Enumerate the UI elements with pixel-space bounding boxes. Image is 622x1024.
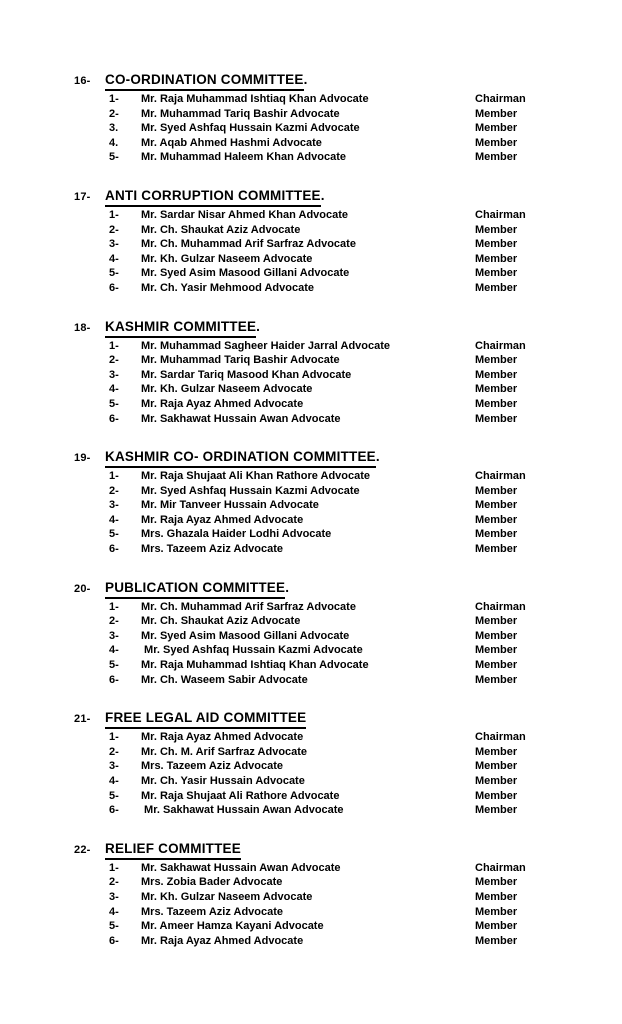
section-title: PUBLICATION COMMITTEE [105, 579, 285, 599]
member-role: Member [475, 151, 518, 164]
member-role: Chairman [475, 861, 526, 874]
section-title-suffix: . [303, 72, 308, 87]
member-role: Member [475, 281, 518, 294]
member-role: Member [475, 122, 518, 135]
member-name: Mr. Muhammad Haleem Khan Advocate [141, 151, 346, 164]
committee-section [74, 840, 612, 949]
committee-title-row [74, 71, 612, 91]
member-name: Mr. Kh. Gulzar Naseem Advocate [141, 252, 313, 265]
member-number: 4- [109, 383, 119, 396]
section-title: CO-ORDINATION COMMITTEE [105, 71, 304, 91]
member-row [109, 934, 612, 949]
member-name: Mr. Raja Ayaz Ahmed Advocate [141, 513, 304, 526]
member-row [109, 469, 612, 484]
member-number: 1- [109, 731, 119, 744]
member-role: Member [475, 223, 518, 236]
member-number: 4- [109, 252, 119, 265]
member-name: Mr. Sakhawat Hussain Awan Advocate [141, 412, 341, 425]
member-number: 2- [109, 745, 119, 758]
member-number: 4- [109, 513, 119, 526]
member-role: Chairman [475, 731, 526, 744]
member-list [109, 600, 612, 688]
section-number: 19- [74, 452, 91, 465]
member-row [109, 339, 612, 354]
member-list [109, 861, 612, 949]
member-name: Mrs. Tazeem Aziz Advocate [141, 905, 284, 918]
section-number: 22- [74, 843, 91, 856]
member-row [109, 92, 612, 107]
member-name: Mr. Raja Muhammad Ishtiaq Khan Advocate [141, 93, 369, 105]
member-number: 3. [109, 122, 119, 135]
member-role: Member [475, 267, 518, 280]
member-name: Mr. Muhammad Tariq Bashir Advocate [141, 107, 340, 120]
member-role: Member [475, 920, 518, 933]
member-role: Chairman [475, 339, 526, 352]
member-list [109, 730, 612, 818]
committee-section [74, 448, 612, 557]
member-name: Mr. Syed Asim Masood Gillani Advocate [141, 629, 350, 642]
member-row [109, 629, 612, 644]
member-row [109, 803, 612, 818]
member-row [109, 107, 612, 122]
member-list [109, 92, 612, 165]
committee-list [74, 71, 612, 970]
member-number: 5- [109, 151, 119, 164]
member-number: 6- [109, 804, 119, 817]
member-number: 2- [109, 107, 119, 120]
member-role: Member [475, 775, 518, 787]
member-name: Mrs. Tazeem Aziz Advocate [141, 760, 284, 773]
member-role: Member [475, 238, 518, 251]
committee-title-row [74, 187, 612, 207]
member-row [109, 368, 612, 383]
member-row [109, 281, 612, 296]
member-number: 5- [109, 659, 119, 672]
member-name: Mrs. Tazeem Aziz Advocate [141, 543, 284, 556]
member-row [109, 266, 612, 281]
member-row [109, 673, 612, 688]
member-number: 6- [109, 543, 119, 556]
member-number: 5- [109, 397, 119, 410]
member-row [109, 136, 612, 151]
member-number: 3- [109, 238, 119, 251]
member-name: Mr. Muhammad Tariq Bashir Advocate [141, 354, 340, 367]
member-number: 1- [109, 208, 119, 221]
member-name: Mr. Ch. Shaukat Aziz Advocate [141, 615, 301, 628]
member-row [109, 745, 612, 760]
member-row [109, 919, 612, 934]
member-name: Mr. Sardar Nisar Ahmed Khan Advocate [141, 208, 349, 221]
member-number: 6- [109, 673, 119, 686]
member-role: Member [475, 513, 518, 526]
member-number: 1- [109, 339, 119, 352]
member-row [109, 730, 612, 745]
member-role: Chairman [475, 470, 526, 483]
member-name: Mr. Sakhawat Hussain Awan Advocate [141, 804, 344, 817]
member-role: Member [475, 528, 518, 541]
member-number: 3- [109, 629, 119, 642]
section-number: 17- [74, 190, 91, 203]
member-name: Mr. Sardar Tariq Masood Khan Advocate [141, 368, 352, 381]
section-title: KASHMIR CO- ORDINATION COMMITTEE [105, 448, 376, 468]
member-name: Mr. Syed Ashfaq Hussain Kazmi Advocate [141, 644, 363, 657]
member-name: Mr. Kh. Gulzar Naseem Advocate [141, 890, 313, 903]
member-number: 4- [109, 905, 119, 918]
member-row [109, 658, 612, 673]
member-name: Mr. Raja Muhammad Ishtiaq Khan Advocate [141, 659, 369, 672]
member-role: Member [475, 107, 518, 120]
member-row [109, 875, 612, 890]
member-role: Member [475, 499, 518, 512]
member-row [109, 600, 612, 615]
member-role: Chairman [475, 93, 526, 105]
member-number: 4- [109, 644, 119, 657]
member-row [109, 223, 612, 238]
section-title-suffix: . [285, 579, 289, 595]
member-name: Mr. Raja Shujaat Ali Khan Rathore Advocate [141, 470, 371, 483]
member-role: Member [475, 136, 518, 149]
member-row [109, 513, 612, 528]
member-name: Mr. Ch. M. Arif Sarfraz Advocate [141, 745, 308, 758]
member-role: Chairman [475, 600, 526, 613]
member-name: Mrs. Zobia Bader Advocate [141, 876, 283, 889]
member-number: 2- [109, 615, 119, 628]
member-name: Mr. Sakhawat Hussain Awan Advocate [141, 861, 341, 874]
committee-title-row [74, 318, 612, 338]
member-role: Member [475, 629, 518, 642]
committee-title-row [74, 709, 612, 729]
member-role: Member [475, 905, 518, 918]
member-number: 2- [109, 876, 119, 889]
member-name: Mr. Raja Ayaz Ahmed Advocate [141, 731, 304, 744]
committee-section [74, 71, 612, 165]
member-role: Member [475, 368, 518, 381]
member-role: Member [475, 745, 518, 758]
member-number: 1- [109, 470, 119, 483]
member-role: Member [475, 484, 518, 497]
member-number: 5- [109, 789, 119, 802]
member-name: Mr. Ch. Yasir Mehmood Advocate [141, 281, 314, 294]
member-name: Mr. Ch. Waseem Sabir Advocate [141, 673, 308, 686]
member-name: Mr. Syed Ashfaq Hussain Kazmi Advocate [141, 484, 360, 497]
member-row [109, 789, 612, 804]
member-name: Mrs. Ghazala Haider Lodhi Advocate [141, 528, 332, 541]
committee-title-row [74, 448, 612, 468]
member-number: 4. [109, 136, 119, 149]
member-row [109, 412, 612, 427]
member-number: 1- [109, 93, 119, 105]
member-name: Mr. Syed Ashfaq Hussain Kazmi Advocate [141, 122, 360, 135]
member-name: Mr. Ch. Muhammad Arif Sarfraz Advocate [141, 238, 356, 251]
member-row [109, 484, 612, 499]
member-row [109, 643, 612, 658]
section-number: 20- [74, 582, 91, 595]
member-role: Member [475, 615, 518, 628]
member-row [109, 861, 612, 876]
member-number: 2- [109, 223, 119, 236]
member-name: Mr. Raja Ayaz Ahmed Advocate [141, 397, 304, 410]
member-number: 6- [109, 281, 119, 294]
member-role: Member [475, 789, 518, 802]
member-number: 6- [109, 412, 119, 425]
section-title: RELIEF COMMITTEE [105, 840, 241, 860]
member-role: Member [475, 673, 518, 686]
member-number: 3- [109, 890, 119, 903]
section-title-suffix: . [375, 449, 380, 465]
member-number: 5- [109, 920, 119, 933]
committee-title-row [74, 579, 612, 599]
member-role: Member [475, 804, 518, 817]
member-name: Mr. Raja Ayaz Ahmed Advocate [141, 934, 304, 947]
member-name: Mr. Aqab Ahmed Hashmi Advocate [141, 136, 322, 149]
member-role: Member [475, 397, 518, 410]
section-title-suffix: . [320, 187, 325, 203]
member-number: 1- [109, 861, 119, 874]
member-number: 3- [109, 368, 119, 381]
member-role: Member [475, 252, 518, 265]
section-title-suffix: . [256, 318, 260, 334]
member-row [109, 353, 612, 368]
member-role: Member [475, 890, 518, 903]
member-row [109, 527, 612, 542]
member-number: 3- [109, 499, 119, 512]
member-row [109, 542, 612, 557]
member-number: 5- [109, 267, 119, 280]
section-title: KASHMIR COMMITTEE [105, 318, 256, 338]
member-list [109, 208, 612, 296]
member-number: 4- [109, 775, 119, 787]
member-row [109, 121, 612, 136]
member-row [109, 208, 612, 223]
member-role: Member [475, 412, 518, 425]
member-row [109, 252, 612, 267]
member-number: 1- [109, 600, 119, 613]
section-number: 21- [74, 713, 91, 726]
member-row [109, 382, 612, 397]
member-row [109, 774, 612, 789]
member-role: Member [475, 644, 518, 657]
member-row [109, 905, 612, 920]
section-number: 16- [74, 75, 91, 87]
member-role: Chairman [475, 208, 526, 221]
member-role: Member [475, 876, 518, 889]
member-list [109, 469, 612, 557]
committee-section [74, 579, 612, 688]
member-row [109, 498, 612, 513]
committee-title-row [74, 840, 612, 860]
member-row [109, 397, 612, 412]
member-number: 3- [109, 760, 119, 773]
member-row [109, 237, 612, 252]
member-list [109, 339, 612, 427]
member-role: Member [475, 934, 518, 947]
member-row [109, 890, 612, 905]
member-number: 6- [109, 934, 119, 947]
member-number: 2- [109, 484, 119, 497]
member-row [109, 759, 612, 774]
member-role: Member [475, 543, 518, 556]
section-title: FREE LEGAL AID COMMITTEE [105, 709, 306, 729]
member-name: Mr. Kh. Gulzar Naseem Advocate [141, 383, 313, 396]
member-role: Member [475, 659, 518, 672]
committee-section [74, 709, 612, 818]
member-name: Mr. Ch. Muhammad Arif Sarfraz Advocate [141, 600, 356, 613]
member-row [109, 614, 612, 629]
member-name: Mr. Raja Shujaat Ali Rathore Advocate [141, 789, 340, 802]
committee-section [74, 318, 612, 427]
member-role: Member [475, 354, 518, 367]
member-name: Mr. Ch. Shaukat Aziz Advocate [141, 223, 301, 236]
member-row [109, 150, 612, 165]
member-role: Member [475, 383, 518, 396]
committee-section [74, 187, 612, 296]
member-name: Mr. Syed Asim Masood Gillani Advocate [141, 267, 350, 280]
member-role: Member [475, 760, 518, 773]
member-number: 2- [109, 354, 119, 367]
member-number: 5- [109, 528, 119, 541]
section-number: 18- [74, 321, 91, 334]
section-title: ANTI CORRUPTION COMMITTEE [105, 187, 321, 207]
member-name: Mr. Mir Tanveer Hussain Advocate [141, 499, 319, 512]
member-name: Mr. Ch. Yasir Hussain Advocate [141, 775, 305, 787]
member-name: Mr. Muhammad Sagheer Haider Jarral Advocate [141, 339, 391, 352]
member-name: Mr. Ameer Hamza Kayani Advocate [141, 920, 324, 933]
